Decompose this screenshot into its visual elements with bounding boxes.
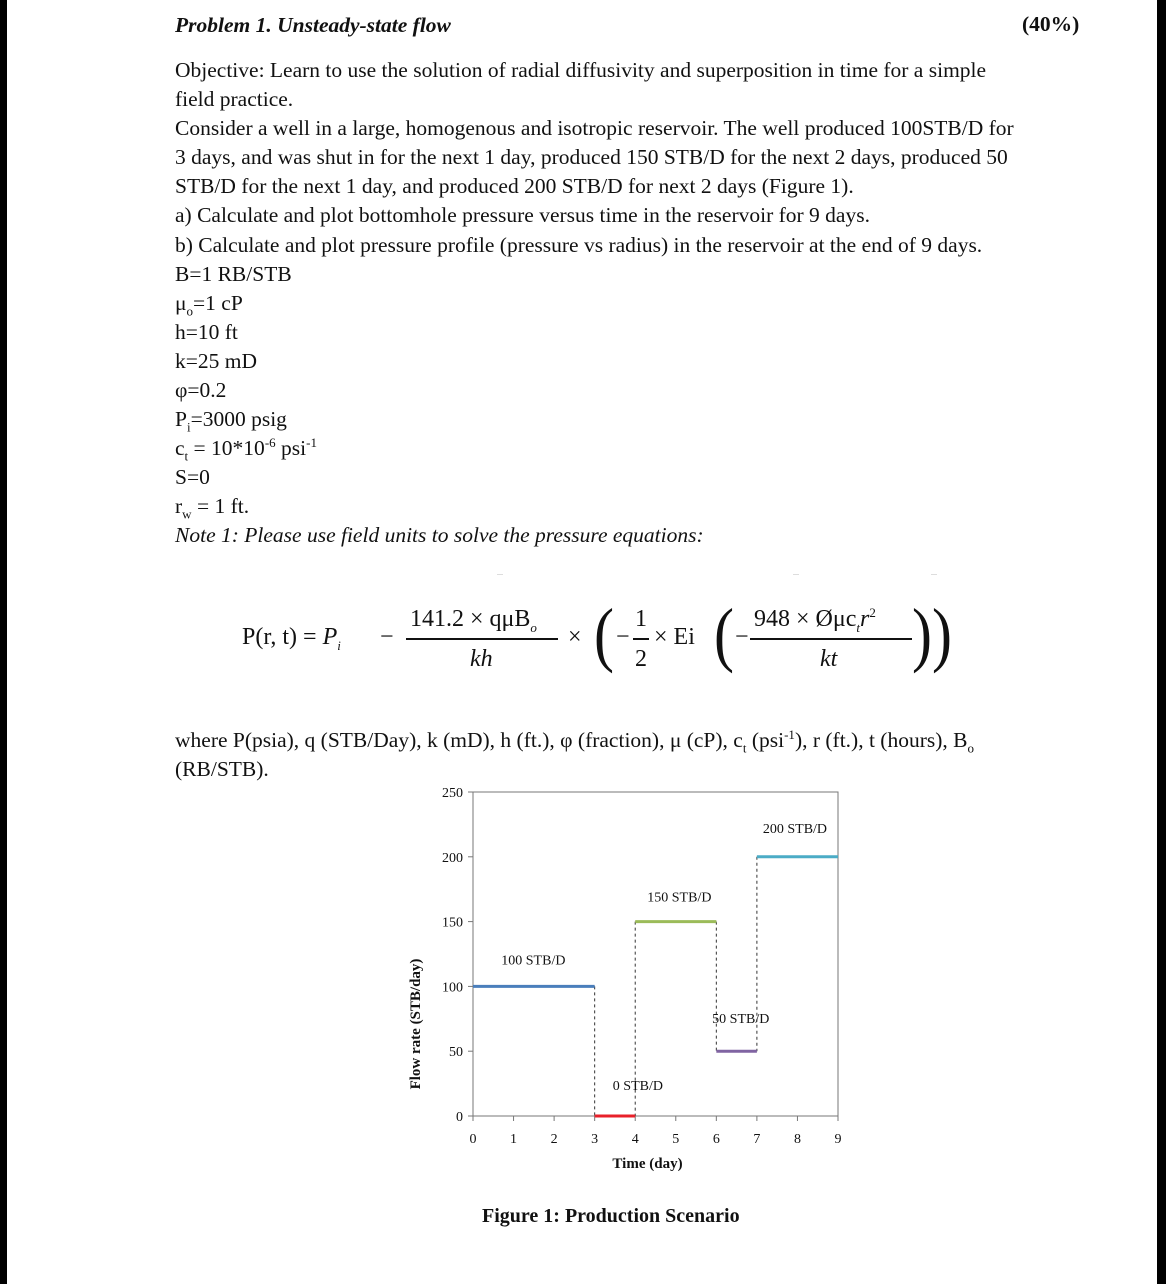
series-label: 200 STB/D <box>762 821 828 837</box>
eq-half-den: 2 <box>635 646 647 672</box>
question-a: a) Calculate and plot bottomhole pressure versus time in the reservoir for 9 days. <box>175 203 870 227</box>
scan-artifact <box>793 574 799 575</box>
scan-artifact <box>497 574 503 575</box>
eq-den2: kt <box>820 646 838 672</box>
eq-paren-open: ( <box>594 594 614 674</box>
param-phi: φ=0.2 <box>175 378 227 402</box>
eq-half-num: 1 <box>635 606 647 632</box>
series-label: 0 STB/D <box>612 1079 663 1094</box>
y-tick-label: 150 <box>442 915 463 931</box>
eq-ei: × Ei <box>654 624 695 650</box>
eq-fraction-bar-2 <box>750 638 912 640</box>
y-axis-title: Flow rate (STB/day) <box>408 958 424 1090</box>
param-mu: $\mu_o=1$ cP <box>175 291 243 319</box>
figure-caption: Figure 1: Production Scenario <box>482 1205 740 1227</box>
param-S: S=0 <box>175 465 210 489</box>
problem-weight: (40%) <box>1022 12 1080 36</box>
units-line-2: (RB/STB). <box>175 757 269 781</box>
x-axis-title: Time (day) <box>612 1156 683 1172</box>
units-line: where P(psia), q (STB/Day), k (mD), h (ft.), φ (fraction), μ (cP), $c_t$ (psi$^{-1}$), r (ft.), t (hours), $B_o$ <box>175 726 974 756</box>
document-page <box>7 0 1157 1284</box>
param-rw: $r_w = 1$ ft. <box>175 494 250 522</box>
plot-frame <box>473 792 838 1116</box>
x-tick-label: 8 <box>793 1132 801 1147</box>
eq-paren-open-2: ( <box>714 594 734 674</box>
param-Pi: $P_i=3000$ psig <box>175 407 287 435</box>
x-tick-label: 2 <box>550 1132 558 1147</box>
eq-den1: kh <box>470 646 493 672</box>
eq-lhs: P(r, $t) = P_i$ <box>242 624 341 653</box>
x-tick-label: 6 <box>712 1132 720 1147</box>
y-tick-label: 50 <box>449 1045 463 1061</box>
body-line: STB/D for the next 1 day, and produced 200 STB/D for next 2 days (Figure 1). <box>175 174 854 198</box>
question-b: b) Calculate and plot pressure profile (pressure vs radius) in the reservoir at the end of 9 days. <box>175 233 983 257</box>
body-line: field practice. <box>175 87 294 111</box>
series-label: 100 STB/D <box>501 953 566 969</box>
param-ct: $c_t = 10*10^{-6}$ psi$^{-1}$ <box>175 434 317 464</box>
scan-artifact <box>931 574 937 575</box>
x-tick-label: 1 <box>510 1132 518 1147</box>
eq-neg: − <box>616 624 630 650</box>
eq-times: × <box>568 624 582 650</box>
problem-title: Problem 1. Unsteady-state flow <box>175 13 451 37</box>
series-label: 150 STB/D <box>647 890 712 906</box>
eq-paren-close: )) <box>912 594 952 674</box>
eq-num1: 141.2 × qμB$_o$ <box>410 606 537 635</box>
eq-fraction-bar <box>406 638 558 640</box>
param-k: k=25 mD <box>175 349 258 373</box>
note-1: Note 1: Please use field units to solve the pressure equations: <box>175 523 704 547</box>
param-B: B=1 RB/STB <box>175 262 292 286</box>
param-h: h=10 ft <box>175 320 238 344</box>
eq-neg2: − <box>735 624 749 650</box>
body-line: Consider a well in a large, homogenous and isotropic reservoir. The well produced 100STB/D for <box>175 116 1014 140</box>
x-tick-label: 9 <box>834 1132 842 1147</box>
pressure-equation <box>232 588 992 688</box>
x-tick-label: 0 <box>469 1132 477 1147</box>
series-label: 50 STB/D <box>712 1012 770 1028</box>
x-tick-label: 3 <box>591 1132 599 1147</box>
y-tick-label: 250 <box>442 786 463 801</box>
y-tick-label: 200 <box>442 850 463 866</box>
y-tick-label: 0 <box>456 1110 463 1125</box>
body-line: 3 days, and was shut in for the next 1 day, produced 150 STB/D for the next 2 days, produced 50 <box>175 145 1008 169</box>
eq-minus: − <box>380 624 394 650</box>
x-tick-label: 7 <box>753 1132 761 1147</box>
eq-half-bar <box>633 638 649 640</box>
x-tick-label: 5 <box>672 1132 680 1147</box>
y-tick-label: 100 <box>442 980 463 996</box>
x-tick-label: 4 <box>631 1132 639 1147</box>
body-line: Objective: Learn to use the solution of radial diffusivity and superposition in time for a simple <box>175 58 987 82</box>
eq-num2: $948 \times Ø\mu c_tr^2$ <box>754 605 876 635</box>
